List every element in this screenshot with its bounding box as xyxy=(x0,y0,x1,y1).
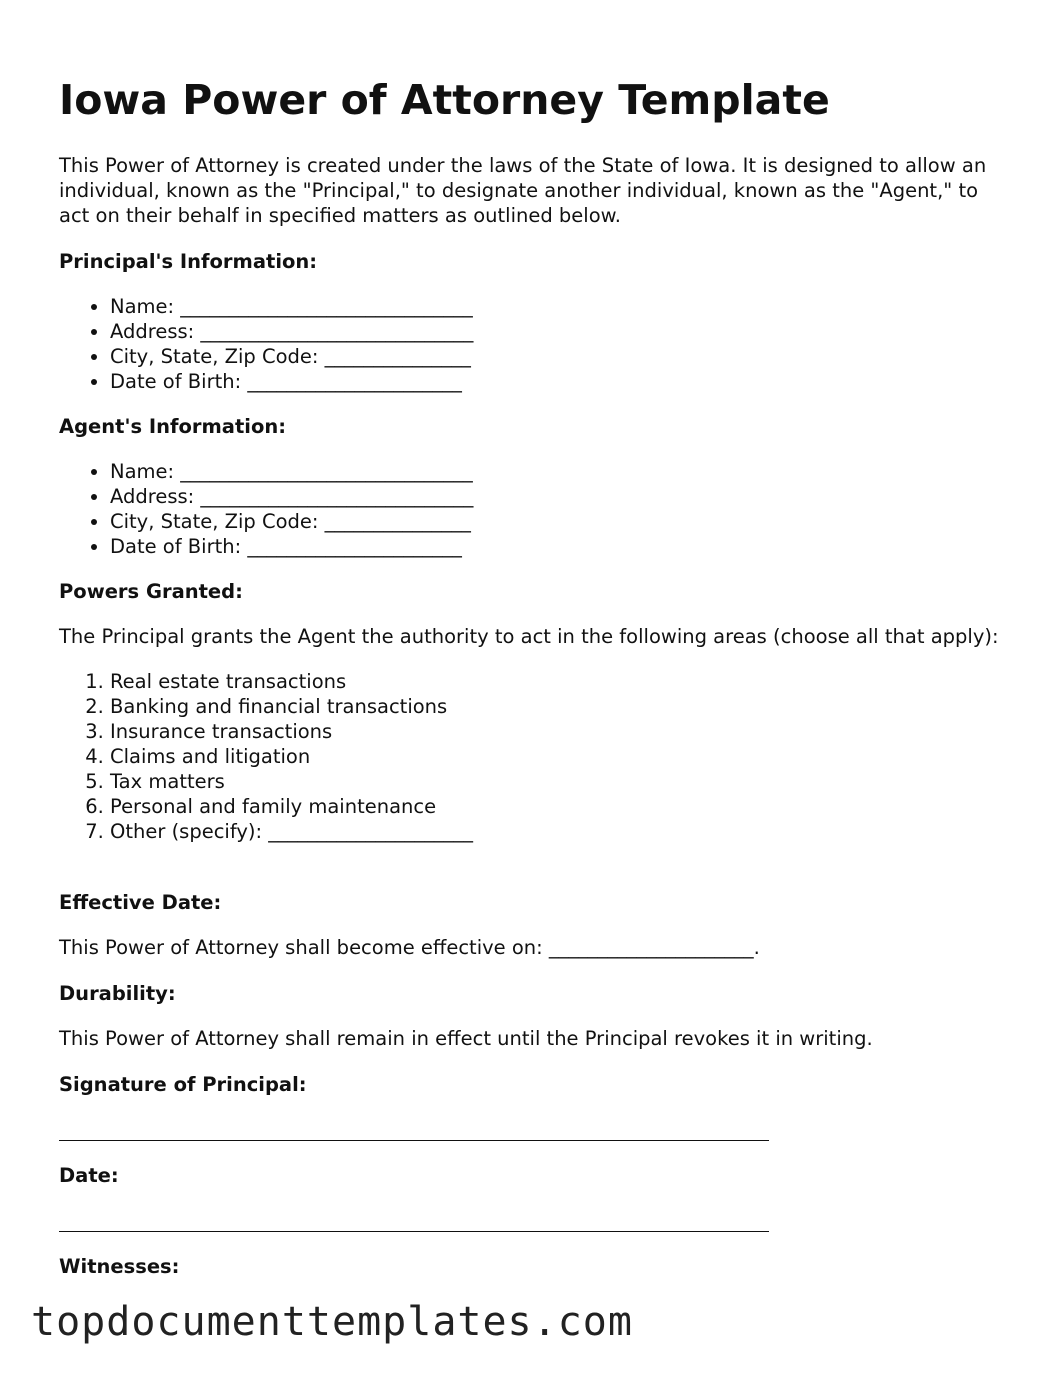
principal-fields-list xyxy=(59,294,1009,394)
durability-heading: Durability: xyxy=(59,982,176,1005)
principal-heading: Principal's Information: xyxy=(59,250,318,273)
agent-heading: Agent's Information: xyxy=(59,415,287,438)
principal-address-field: • Address: ____________________________ xyxy=(110,319,1009,344)
durability-section xyxy=(59,981,1009,1051)
signature-line xyxy=(59,1140,769,1141)
agent-fields-list xyxy=(59,459,1009,559)
power-item: 1. Real estate transactions xyxy=(110,669,1009,694)
power-item: 6. Personal and family maintenance xyxy=(110,794,1009,819)
signature-section xyxy=(59,1072,1009,1097)
powers-heading: Powers Granted: xyxy=(59,580,243,603)
agent-address-field: • Address: ____________________________ xyxy=(110,484,1009,509)
intro-paragraph: This Power of Attorney is created under the laws of the State of Iowa. It is designed to allow an individual, known as the "Principal," to designate another individual, known as the "Agent," to act on their behalf in specified matters as outlined below. xyxy=(59,154,987,227)
date-heading: Date: xyxy=(59,1164,119,1187)
power-item: 4. Claims and litigation xyxy=(110,744,1009,769)
principal-dob-field: • Date of Birth: ______________________ xyxy=(110,369,1009,394)
principal-name-field: • Name: ______________________________ xyxy=(110,294,1009,319)
date-line xyxy=(59,1231,769,1232)
power-item: 2. Banking and financial transactions xyxy=(110,694,1009,719)
principal-city-field: • City, State, Zip Code: _______________ xyxy=(110,344,1009,369)
agent-section xyxy=(59,414,1009,559)
principal-section xyxy=(59,249,1009,394)
witnesses-section xyxy=(59,1254,1009,1279)
power-item: 5. Tax matters xyxy=(110,769,1009,794)
witnesses-heading: Witnesses: xyxy=(59,1255,180,1278)
agent-city-field: • City, State, Zip Code: _______________ xyxy=(110,509,1009,534)
effective-text: This Power of Attorney shall become effective on: _____________________. xyxy=(59,936,760,959)
page-title: Iowa Power of Attorney Template xyxy=(59,76,830,124)
date-section xyxy=(59,1163,1009,1188)
powers-section xyxy=(59,579,1009,844)
watermark: topdocumenttemplates.com xyxy=(31,1299,633,1345)
agent-name-field: • Name: ______________________________ xyxy=(110,459,1009,484)
powers-list xyxy=(59,669,1009,844)
signature-heading: Signature of Principal: xyxy=(59,1073,307,1096)
power-item: 3. Insurance transactions xyxy=(110,719,1009,744)
durability-text: This Power of Attorney shall remain in effect until the Principal revokes it in writing. xyxy=(59,1027,873,1050)
power-item-other: 7. Other (specify): _____________________ xyxy=(110,819,1009,844)
effective-section xyxy=(59,890,1009,960)
powers-text: The Principal grants the Agent the authority to act in the following areas (choose all that apply): xyxy=(59,625,999,648)
agent-dob-field: • Date of Birth: ______________________ xyxy=(110,534,1009,559)
effective-heading: Effective Date: xyxy=(59,891,222,914)
